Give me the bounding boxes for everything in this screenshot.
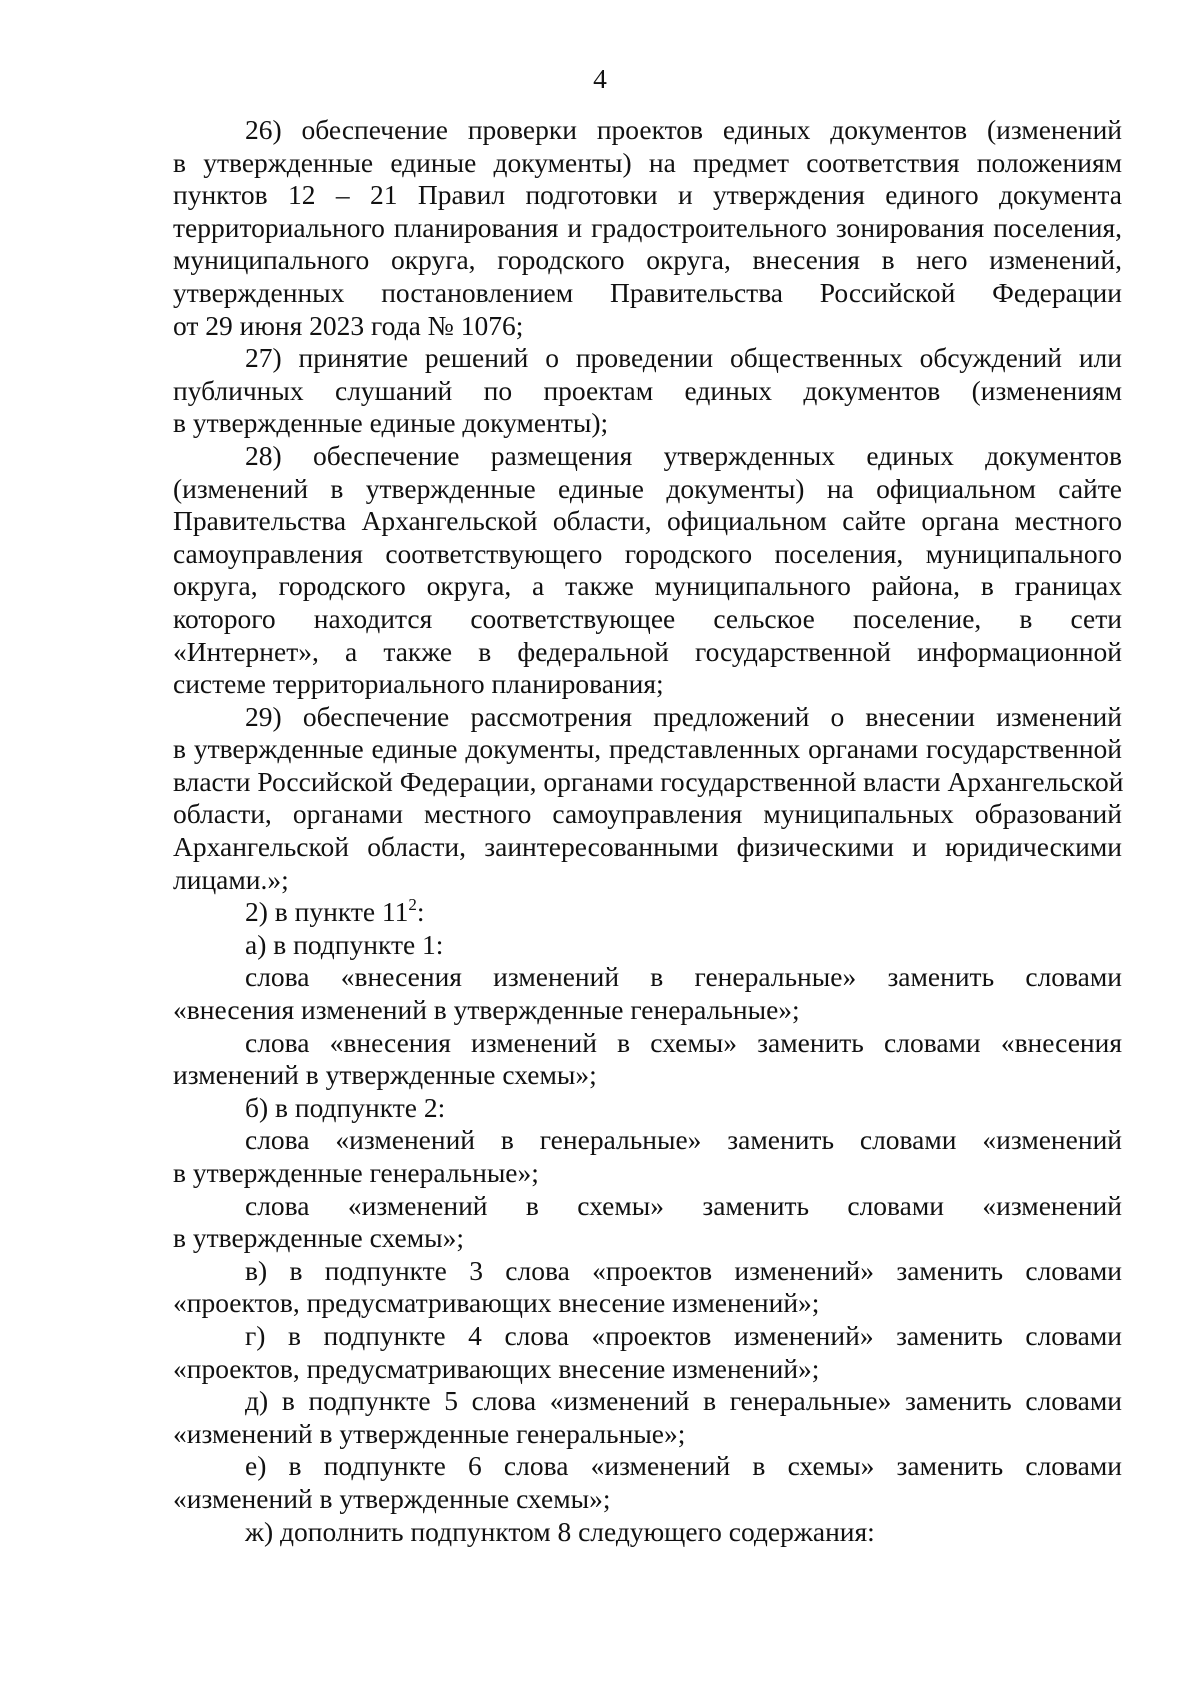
text-line-content: 2) в пункте 11	[245, 896, 409, 928]
text-line-content: 29) обеспечение рассмотрения предложений о внесении изменений	[245, 700, 1122, 732]
text-line	[173, 244, 1122, 277]
text-line-content: в утвержденные единые документы, представленных органами государственной	[173, 733, 1122, 765]
document-body	[173, 114, 1122, 1548]
text-line-content: «проектов, предусматривающих внесение изменений»;	[173, 1352, 820, 1384]
text-line	[173, 701, 1122, 734]
text-line-content: 28) обеспечение размещения утвержденных единых документов	[245, 439, 1122, 471]
text-line	[173, 864, 1122, 897]
text-line-content: публичных слушаний по проектам единых документов (изменениям	[173, 374, 1122, 406]
text-line	[173, 929, 1122, 962]
text-line	[173, 212, 1122, 245]
text-line	[173, 1353, 1122, 1386]
text-line	[173, 1124, 1122, 1157]
text-line-content: в утвержденные генеральные»;	[173, 1157, 539, 1188]
text-line	[173, 1255, 1122, 1288]
text-line	[173, 1450, 1122, 1483]
text-line	[173, 114, 1122, 147]
text-line-content: а) в подпункте 1:	[245, 928, 444, 960]
text-line-content: слова «изменений в генеральные» заменить словами «изменений	[245, 1124, 1122, 1156]
text-line	[173, 1157, 1122, 1190]
text-line-content: слова «изменений в схемы» заменить словами «изменений	[245, 1189, 1122, 1221]
text-line	[173, 831, 1122, 864]
text-line-content: в утвержденные схемы»;	[173, 1222, 464, 1254]
text-line-content: изменений в утвержденные схемы»;	[173, 1059, 597, 1091]
text-line-content: г) в подпункте 4 слова «проектов изменений» заменить словами	[245, 1319, 1122, 1351]
text-line	[173, 342, 1122, 375]
text-line	[173, 733, 1122, 766]
text-line-content: «изменений в утвержденные схемы»;	[173, 1482, 611, 1514]
text-line	[173, 1027, 1122, 1060]
text-line	[173, 1059, 1122, 1092]
text-line-content: слова «внесения изменений в генеральные» заменить словами	[245, 961, 1122, 993]
text-line	[173, 407, 1122, 440]
text-line	[173, 798, 1122, 831]
text-line	[173, 603, 1122, 636]
text-line-content: области, органами местного самоуправления муниципальных образований	[173, 798, 1122, 830]
text-line-content: д) в подпункте 5 слова «изменений в генеральные» заменить словами	[245, 1385, 1122, 1417]
text-line-content: от 29 июня 2023 года № 1076;	[173, 309, 524, 341]
text-line-suffix: :	[416, 896, 425, 928]
text-line	[173, 636, 1122, 669]
text-line	[173, 570, 1122, 603]
text-line	[173, 440, 1122, 473]
text-line	[173, 961, 1122, 994]
text-line-content: «Интернет», а также в федеральной государственной информационной	[173, 635, 1122, 667]
superscript: 2	[408, 895, 417, 915]
text-line-content: е) в подпункте 6 слова «изменений в схемы» заменить словами	[245, 1450, 1122, 1482]
text-line	[173, 766, 1122, 799]
text-line-content: Архангельской области, заинтересованными физическими и юридическими	[173, 831, 1122, 863]
text-line	[173, 179, 1122, 212]
text-line-content: ж) дополнить подпунктом 8 следующего содержания:	[245, 1515, 875, 1547]
text-line-content: системе территориального планирования;	[173, 668, 664, 700]
text-line-content: в утвержденные единые документы);	[173, 407, 609, 439]
text-line	[173, 1418, 1122, 1451]
text-line-content: в утвержденные единые документы) на предмет соответствия положениям	[173, 146, 1122, 178]
text-line-content: лицами.»;	[173, 863, 289, 895]
text-line-content: (изменений в утвержденные единые документы) на официальном сайте	[173, 472, 1122, 504]
text-line	[173, 1222, 1122, 1255]
text-line-content: муниципального округа, городского округа, внесения в него изменений,	[173, 244, 1122, 276]
text-line	[173, 310, 1122, 343]
text-line-content: самоуправления соответствующего городского поселения, муниципального	[173, 537, 1122, 569]
text-line	[173, 1483, 1122, 1516]
text-line	[173, 277, 1122, 310]
text-line	[173, 1092, 1122, 1125]
text-line-content: б) в подпункте 2:	[245, 1091, 446, 1123]
text-line	[173, 1287, 1122, 1320]
text-line-content: 27) принятие решений о проведении общественных обсуждений или	[245, 342, 1122, 374]
text-line	[173, 538, 1122, 571]
text-line	[173, 147, 1122, 180]
text-line	[173, 1190, 1122, 1223]
text-line-content: округа, городского округа, а также муниципального района, в границах	[173, 570, 1122, 602]
text-line	[173, 473, 1122, 506]
text-line	[173, 1516, 1122, 1549]
text-line	[173, 505, 1122, 538]
text-line-content: власти Российской Федерации, органами государственной власти Архангельской	[173, 765, 1124, 797]
text-line-content: «внесения изменений в утвержденные генеральные»;	[173, 994, 800, 1026]
text-line	[173, 668, 1122, 701]
text-line-content: Правительства Архангельской области, официальном сайте органа местного	[173, 505, 1122, 537]
text-line-content: утвержденных постановлением Правительства Российской Федерации	[173, 276, 1122, 308]
text-line	[173, 896, 1122, 929]
text-line-content: «изменений в утвержденные генеральные»;	[173, 1417, 686, 1449]
text-line-content: в) в подпункте 3 слова «проектов изменений» заменить словами	[245, 1254, 1122, 1286]
text-line-content: слова «внесения изменений в схемы» заменить словами «внесения	[245, 1026, 1122, 1058]
page-number: 4	[593, 63, 607, 94]
text-line-content: пунктов 12 – 21 Правил подготовки и утверждения единого документа	[173, 179, 1122, 211]
text-line-content: «проектов, предусматривающих внесение изменений»;	[173, 1287, 820, 1319]
text-line	[173, 994, 1122, 1027]
text-line	[173, 375, 1122, 408]
text-line	[173, 1385, 1122, 1418]
text-line-content: которого находится соответствующее сельское поселение, в сети	[173, 602, 1122, 634]
text-line-content: 26) обеспечение проверки проектов единых документов (изменений	[245, 114, 1122, 145]
text-line-content: территориального планирования и градостроительного зонирования поселения,	[173, 211, 1122, 243]
text-line	[173, 1320, 1122, 1353]
